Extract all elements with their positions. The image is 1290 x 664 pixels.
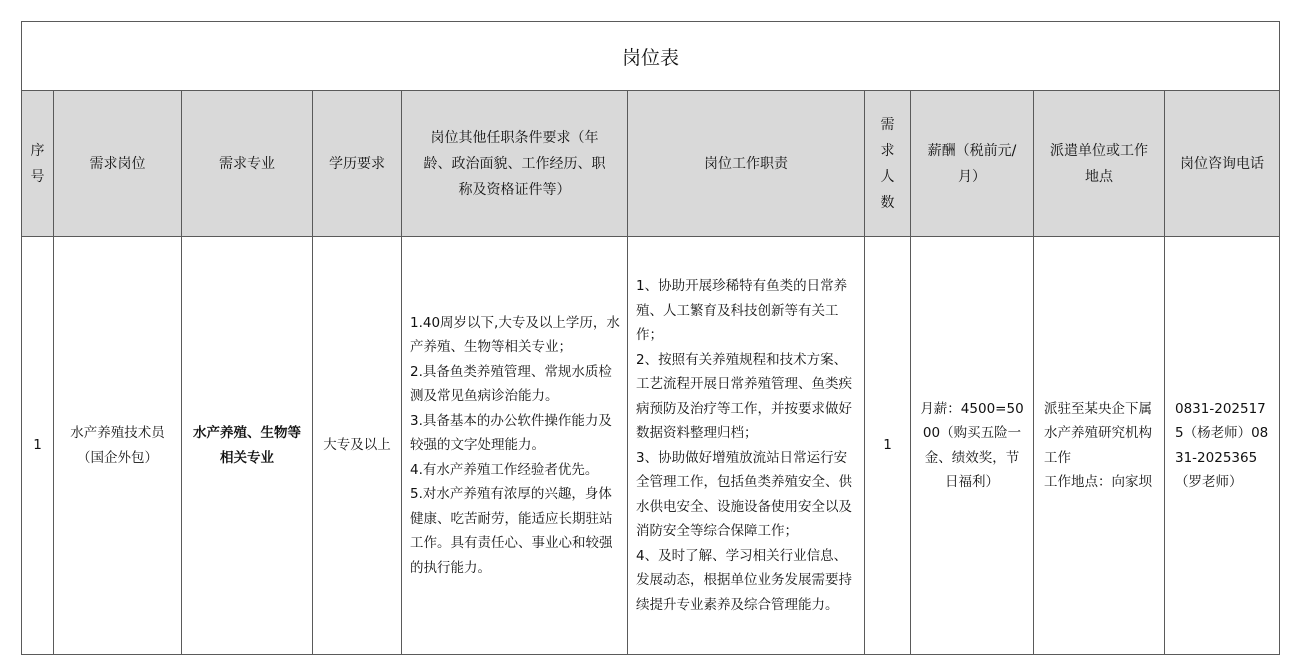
row-index: 1 — [22, 237, 54, 655]
row-position: 水产养殖技术员（国企外包） — [54, 237, 182, 655]
header-conditions: 岗位其他任职条件要求（年龄、政治面貌、工作经历、职称及资格证件等） — [402, 91, 628, 237]
row-salary: 月薪：4500=5000（购买五险一金、绩效奖，节日福利） — [911, 237, 1034, 655]
row-major: 水产养殖、生物等相关专业 — [182, 237, 313, 655]
condition-item: 1.40周岁以下,大专及以上学历，水产养殖、生物等相关专业； — [410, 314, 620, 356]
table-row — [22, 237, 1280, 655]
duty-item: 2、按照有关养殖规程和技术方案、工艺流程开展日常养殖管理、鱼类疾病预防及治疗等工作，并按要求做好数据资料整理归档； — [636, 351, 852, 441]
duty-item: 3、协助做好增殖放流站日常运行安全管理工作，包括鱼类养殖安全、供水供电安全、设施设备使用安全以及消防安全等综合保障工作； — [636, 449, 852, 539]
header-location: 派遣单位或工作地点 — [1034, 91, 1165, 237]
header-duties: 岗位工作职责 — [628, 91, 865, 237]
row-conditions — [402, 237, 628, 655]
header-position: 需求岗位 — [54, 91, 182, 237]
location-unit: 派驻至某央企下属水产养殖研究机构工作 — [1044, 400, 1152, 466]
header-education: 学历要求 — [313, 91, 402, 237]
header-headcount: 需求人数 — [865, 91, 911, 237]
condition-item: 3.具备基本的办公软件操作能力及较强的文字处理能力。 — [410, 412, 612, 454]
duty-item: 4、及时了解、学习相关行业信息、发展动态，根据单位业务发展需要持续提升专业素养及综合管理能力。 — [636, 547, 852, 613]
header-row — [22, 91, 1280, 237]
row-location — [1034, 237, 1165, 655]
condition-item: 5.对水产养殖有浓厚的兴趣，身体健康、吃苦耐劳，能适应长期驻站工作。具有责任心、事业心和较强的执行能力。 — [410, 486, 613, 576]
header-major: 需求专业 — [182, 91, 313, 237]
location-site: 工作地点：向家坝 — [1044, 474, 1152, 490]
header-salary: 薪酬（税前元/月） — [911, 91, 1034, 237]
header-index: 序号 — [22, 91, 54, 237]
job-table — [21, 21, 1280, 655]
row-phone: 0831-2025175（杨老师）0831-2025365（罗老师） — [1165, 237, 1280, 655]
duty-item: 1、协助开展珍稀特有鱼类的日常养殖、人工繁育及科技创新等有关工作； — [636, 278, 848, 343]
row-headcount: 1 — [865, 237, 911, 655]
condition-item: 2.具备鱼类养殖管理、常规水质检测及常见鱼病诊治能力。 — [410, 363, 612, 405]
table-title: 岗位表 — [22, 22, 1280, 91]
header-phone: 岗位咨询电话 — [1165, 91, 1280, 237]
row-duties — [628, 237, 865, 655]
row-education: 大专及以上 — [313, 237, 402, 655]
job-table-sheet — [21, 21, 1279, 655]
condition-item: 4.有水产养殖工作经验者优先。 — [410, 461, 599, 478]
